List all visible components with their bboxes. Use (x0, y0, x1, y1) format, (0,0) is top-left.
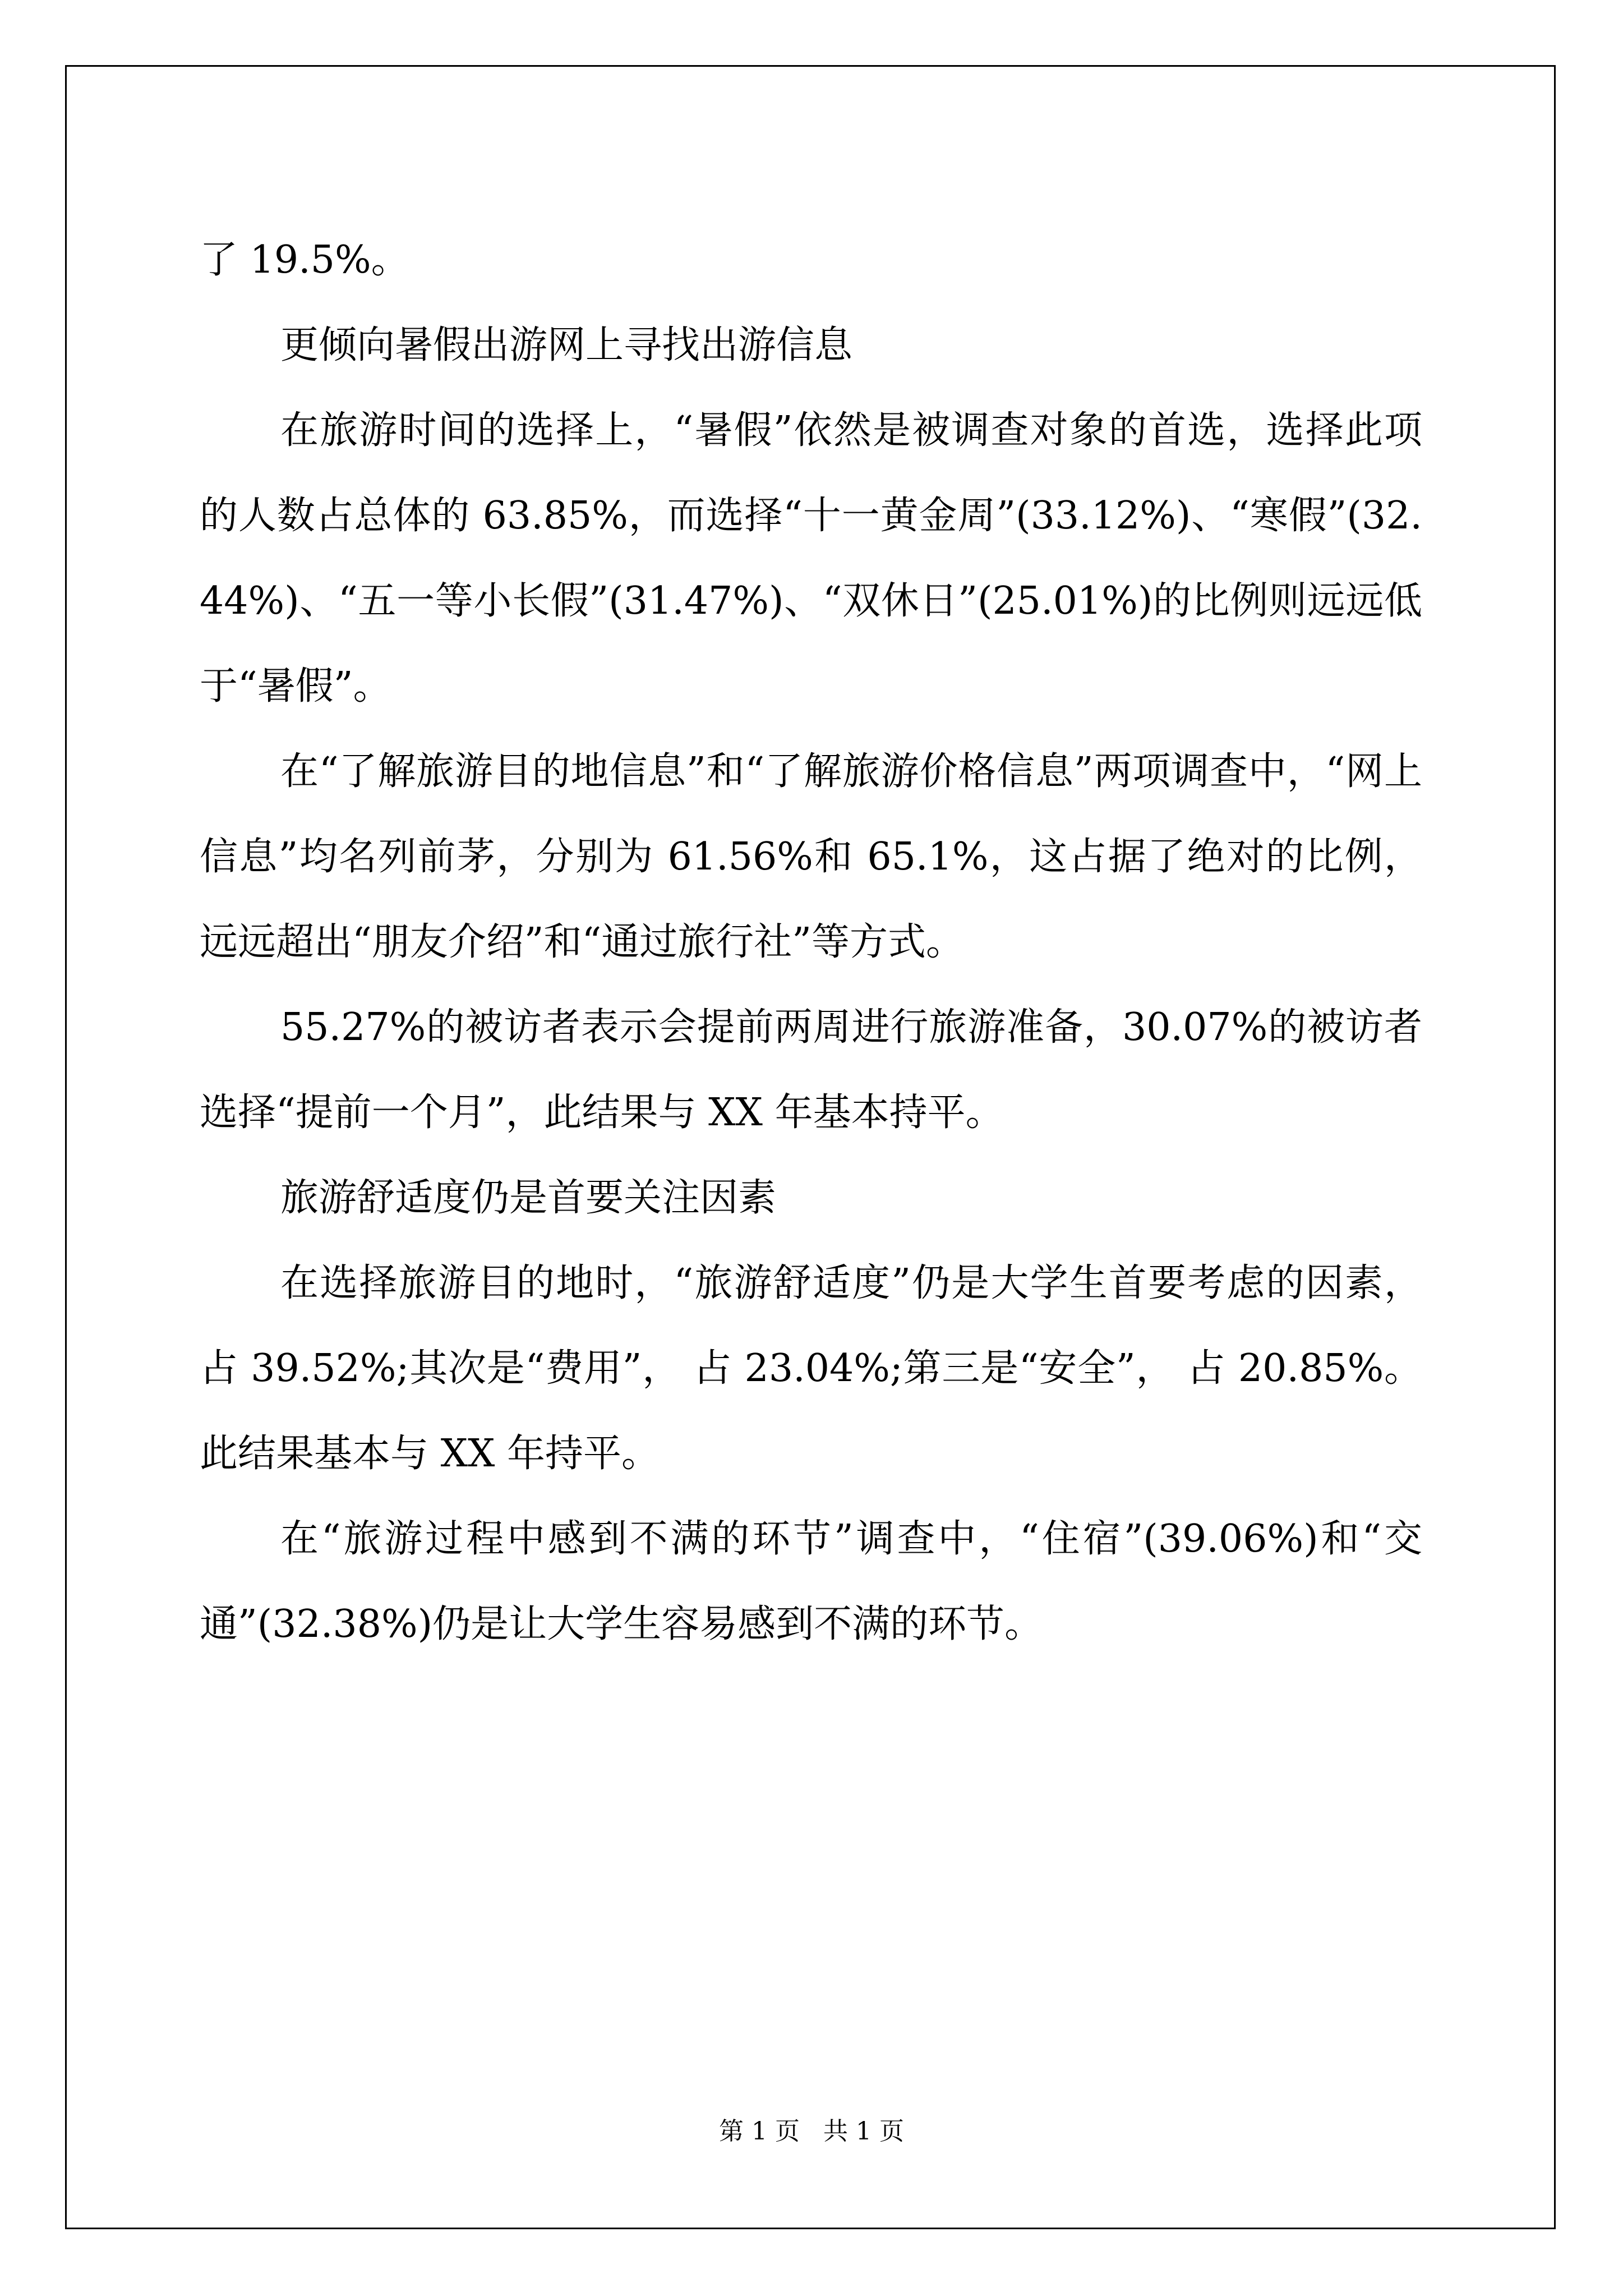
paragraph-destination-factors: 在选择旅游目的地时，“旅游舒适度”仍是大学生首要考虑的因素， 占 39.52%;其次是“费用”， 占 23.04%;第三是“安全”， 占 20.85%。此结果基本与 XX 年持平。 (200, 1261, 1422, 1476)
document-body (200, 218, 1422, 1667)
paragraph-preparation: 55.27%的被访者表示会提前两周进行旅游准备，30.07%的被访者选择“提前一个月”，此结果与 XX 年基本持平。 (200, 1005, 1422, 1135)
page-number: 第 1 页 (719, 2117, 800, 2146)
paragraph-travel-time: 在旅游时间的选择上，“暑假”依然是被调查对象的首选，选择此项的人数占总体的 63.85%，而选择“十一黄金周”(33.12%)、“寒假”(32.44%)、“五一等小长假”(31.47%)、“双休日”(25.01%)的比例则远远低于“暑假”。 (200, 408, 1422, 708)
page-total: 共 1 页 (823, 2117, 904, 2146)
paragraph-info-sources: 在“了解旅游目的地信息”和“了解旅游价格信息”两项调查中，“网上信息”均名列前茅，分别为 61.56%和 65.1%，这占据了绝对的比例，远远超出“朋友介绍”和“通过旅行社”等方式。 (200, 749, 1422, 964)
section-heading-summer-travel: 更倾向暑假出游网上寻找出游信息 (280, 323, 853, 367)
paragraph-dissatisfaction: 在“旅游过程中感到不满的环节”调查中，“住宿”(39.06%)和“交通”(32.38%)仍是让大学生容易感到不满的环节。 (200, 1517, 1422, 1646)
paragraph-continuation: 了 19.5%。 (200, 238, 409, 282)
section-heading-comfort: 旅游舒适度仍是首要关注因素 (280, 1176, 777, 1220)
page-footer (0, 2115, 1623, 2148)
